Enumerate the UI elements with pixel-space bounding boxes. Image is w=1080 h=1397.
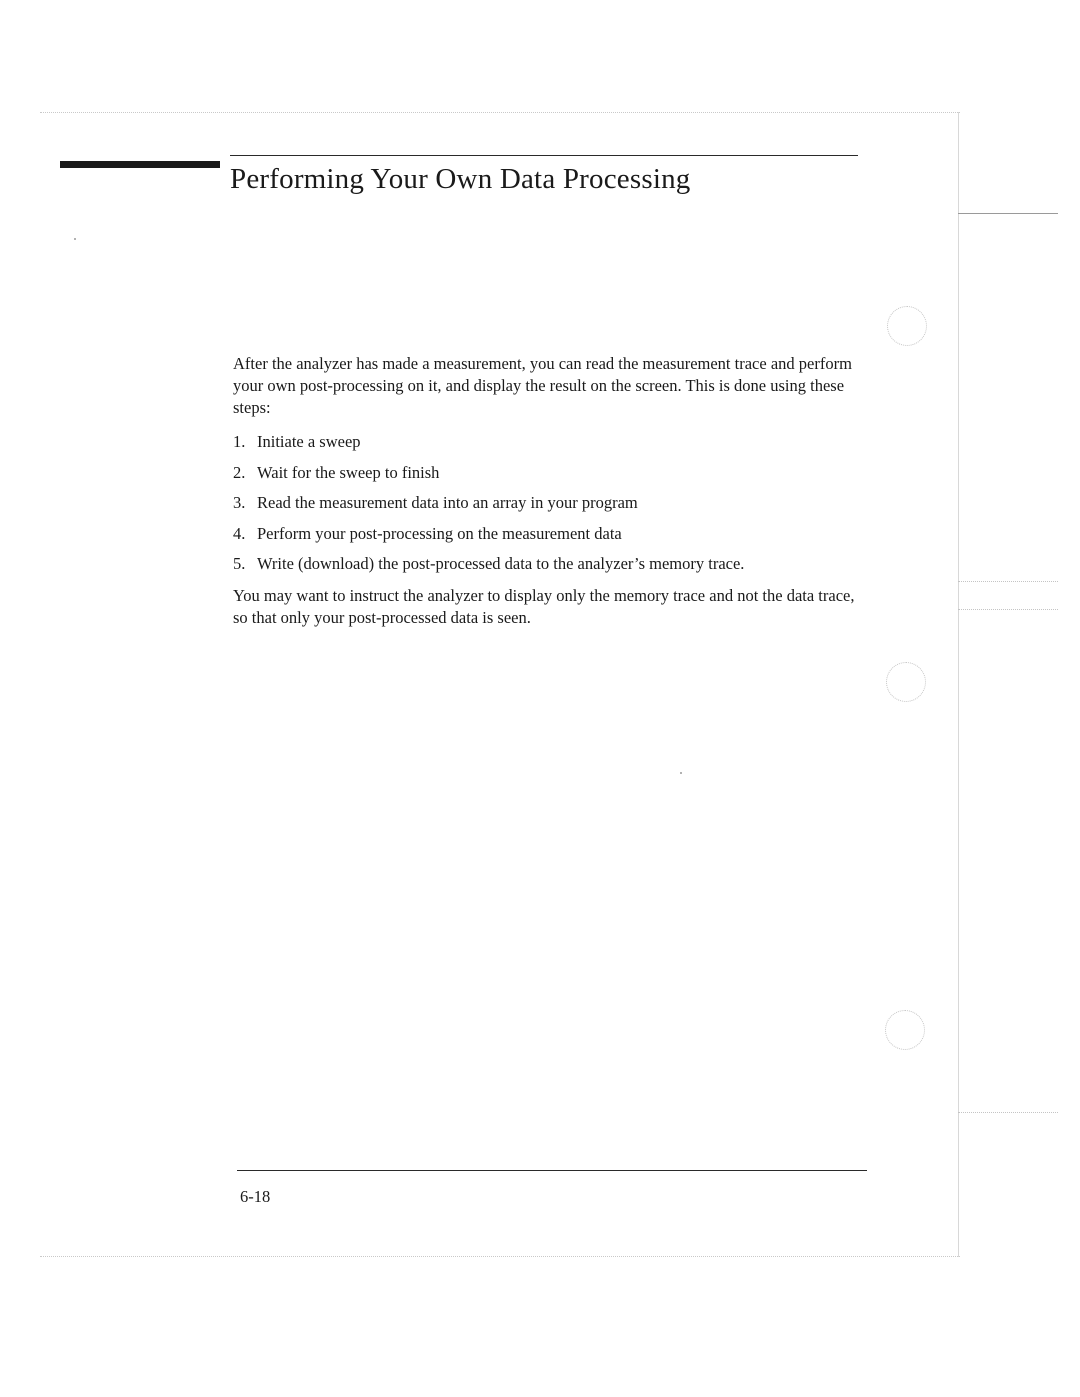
step-number: 2. [233, 462, 246, 482]
scan-speck [74, 238, 76, 240]
tab-divider-line [958, 213, 1058, 214]
step-number: 5. [233, 554, 246, 573]
page-edge-bottom [40, 1256, 960, 1257]
step-text: Wait for the sweep to finish [257, 462, 440, 482]
punch-hole [887, 306, 927, 346]
tab-divider-line [958, 1112, 1058, 1113]
tab-divider-line [958, 581, 1058, 582]
list-item [233, 462, 858, 493]
tab-divider-line [958, 609, 1058, 610]
steps-list [233, 431, 858, 584]
step-text: Read the measurement data into an array in your program [257, 493, 638, 512]
step-text: Perform your post-processing on the measurement data [257, 523, 622, 543]
step-text: Initiate a sweep [257, 432, 361, 451]
list-item [233, 492, 858, 523]
step-number: 3. [233, 493, 246, 512]
punch-hole [886, 662, 926, 702]
step-number: 1. [233, 432, 246, 451]
section-marker-bar [60, 161, 220, 168]
page-edge-top [40, 112, 960, 113]
list-item [233, 553, 858, 584]
section-title: Performing Your Own Data Processing [230, 163, 691, 195]
intro-paragraph: After the analyzer has made a measurement, you can read the measurement trace and perform your own post-processing on it, and display the result on the screen. This is done using these steps: [233, 354, 852, 417]
outro-paragraph: You may want to instruct the analyzer to display only the memory trace and not the data trace, so that only your post-processed data is seen. [233, 586, 855, 627]
list-item [233, 523, 858, 554]
footer-rule [237, 1170, 867, 1171]
list-item [233, 431, 858, 462]
punch-hole [885, 1010, 925, 1050]
title-rule [230, 155, 858, 156]
step-text: Write (download) the post-processed data to the analyzer’s memory trace. [257, 554, 745, 573]
scan-speck [680, 772, 682, 774]
page-edge-right [958, 112, 959, 1257]
step-number: 4. [233, 523, 246, 543]
page-number: 6-18 [240, 1187, 271, 1206]
